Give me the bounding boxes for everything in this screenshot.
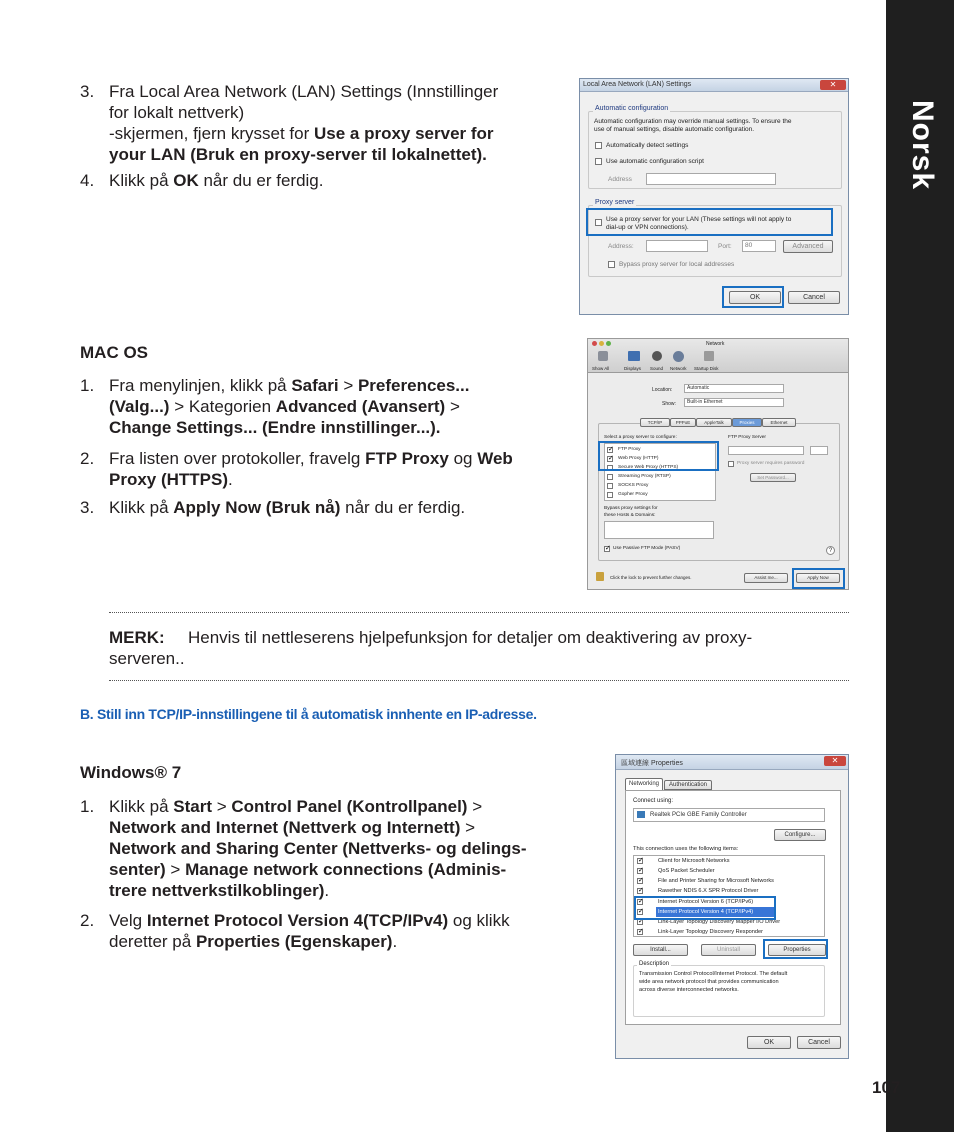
item-checkbox[interactable] [637,878,643,884]
tab-tcpip[interactable]: TCP/IP [640,418,670,427]
mac-step-3: Klikk på Apply Now (Bruk nå) når du er ferdig. [109,498,466,517]
select-proxy-label: Select a proxy server to configure: [604,435,677,440]
note-text: serveren.. [109,649,185,668]
location-select[interactable]: Automatic [684,384,784,393]
help-icon[interactable]: ? [826,546,835,555]
sound-icon[interactable] [652,351,662,361]
set-password-button[interactable]: Set Password... [750,473,796,482]
ok-button[interactable]: OK [729,291,781,304]
item-checkbox[interactable] [637,868,643,874]
password-checkbox[interactable] [728,461,734,467]
network-icon[interactable] [673,351,684,362]
step-number: 4. [80,171,95,190]
ftp-port-input[interactable] [810,446,828,455]
toolbar-show-all[interactable]: Show All [592,366,610,371]
script-address-input[interactable] [646,173,776,185]
startup-disk-icon[interactable] [704,351,714,361]
displays-icon[interactable] [628,351,640,361]
bypass-checkbox[interactable] [608,261,615,268]
advanced-button[interactable]: Advanced [783,240,833,253]
tab-networking[interactable]: Networking [625,778,663,790]
step-number: 1. [80,797,95,816]
auto-detect-checkbox[interactable] [595,142,602,149]
auto-script-label: Use automatic configuration script [606,158,704,165]
step-number: 3. [80,82,95,101]
item-checkbox[interactable] [637,888,643,894]
uses-items-label: This connection uses the following items: [633,846,739,852]
protocol-checkbox[interactable] [607,483,613,489]
description-text: wide area network protocol that provides communication [639,979,779,985]
toolbar-displays[interactable]: Displays [624,366,642,371]
bypass-label: Bypass proxy server for local addresses [619,261,735,268]
mac-step-1: Fra menylinjen, klikk på Safari > Preferences... (Valg...) > Kategorien Advanced (Avansert) > Change Settings... (Endre innstillinger...). [109,376,470,437]
connect-using-label: Connect using: [633,798,674,804]
mac-heading: MAC OS [80,343,148,362]
item-ipv6[interactable]: Internet Protocol Version 6 (TCP/IPv6) [658,899,754,905]
configure-button[interactable]: Configure... [774,829,826,841]
protocol-secure-web[interactable]: Secure Web Proxy (HTTPS) [618,465,679,470]
divider [109,680,849,681]
cancel-button[interactable]: Cancel [788,291,840,304]
win7-step-1: Klikk på Start > Control Panel (Kontrollpanel) > Network and Internet (Nettverk og Internett) > Network and Sharing Center (Nettverks- og delings- senter) > Manage network connections (Adminis- trere nettverkstilkoblinger). [109,797,527,900]
use-proxy-label: dial-up or VPN connections). [606,224,689,231]
toolbar-network[interactable]: Network [670,366,687,371]
ok-highlight [722,286,784,308]
close-icon[interactable]: ✕ [820,80,846,90]
description-title: Description [639,961,670,967]
auto-config-desc: use of manual settings, disable automatic configuration. [594,126,755,133]
win7-heading: Windows® 7 [80,763,182,782]
close-icon[interactable] [592,341,597,346]
lan-step-4: Klikk på OK når du er ferdig. [109,171,324,190]
lan-settings-dialog [579,78,849,315]
install-button[interactable]: Install... [633,944,688,956]
auto-config-desc: Automatic configuration may override manual settings. To ensure the [594,118,792,125]
step-number: 2. [80,911,95,930]
proxy-address-label: Address: [608,243,634,250]
adapter-field: Realtek PCIe GBE Family Controller [633,808,825,822]
mac-title: Network [706,341,725,347]
use-proxy-highlight [586,208,833,236]
dialog-titlebar: Local Area Network (LAN) Settings ✕ [580,79,848,92]
step-number: 1. [80,376,95,395]
assist-button[interactable]: Assist me... [744,573,788,583]
zoom-icon[interactable] [606,341,611,346]
win7-step-2: Velg Internet Protocol Version 4(TCP/IPv4) og klikk deretter på Properties (Egenskaper). [109,911,510,951]
protocol-gopher[interactable]: Gopher Proxy [618,492,648,497]
protocol-ftp[interactable]: FTP Proxy [618,447,641,452]
use-proxy-label: Use a proxy server for your LAN (These settings will not apply to [606,216,792,223]
step-number: 3. [80,498,95,517]
protocol-web[interactable]: Web Proxy (HTTP) [618,456,659,461]
lan-step-3: Fra Local Area Network (LAN) Settings (Innstillinger for lokalt nettverk) -skjermen, fjern krysset for Use a proxy server for your LAN (Bruk en proxy-server til lokalnettet). [109,82,499,164]
ipv4-highlight [634,896,776,920]
lock-icon[interactable] [596,572,604,581]
toolbar-sound[interactable]: Sound [650,366,664,371]
bypass-input[interactable] [604,521,714,539]
language-tab-label: Norsk [906,99,940,191]
cancel-button[interactable]: Cancel [797,1036,841,1049]
passive-ftp-checkbox[interactable] [604,546,610,552]
item-ipv4[interactable]: Internet Protocol Version 4 (TCP/IPv4) [658,909,754,915]
tab-proxies[interactable]: Proxies [732,418,762,427]
item-qos[interactable]: QoS Packet Scheduler [658,868,715,874]
tab-pppoe[interactable]: PPPoE [670,418,696,427]
note-label: MERK: [109,628,165,647]
divider [109,612,849,613]
auto-config-title: Automatic configuration [595,105,669,112]
ok-button[interactable]: OK [747,1036,791,1049]
properties-button[interactable]: Properties [768,944,826,956]
ftp-server-input[interactable] [728,446,804,455]
page-number: 107 [872,1078,901,1097]
dialog-titlebar: 區域連線 Properties ✕ [616,755,848,770]
port-label: Port: [718,243,732,250]
tab-authentication[interactable]: Authentication [664,780,712,790]
show-all-icon[interactable] [598,351,608,361]
tab-ethernet[interactable]: Ethernet [762,418,796,427]
mac-step-2: Fra listen over protokoller, fravelg FTP Proxy og Web Proxy (HTTPS). [109,449,513,489]
close-icon[interactable]: ✕ [824,756,846,766]
item-checkbox[interactable] [637,929,643,935]
item-file-printer[interactable]: File and Printer Sharing for Microsoft Networks [658,878,774,884]
adapter-icon [637,811,645,818]
protocol-streaming[interactable]: Streaming Proxy (RTSP) [618,474,671,479]
item-lltd-mapper[interactable]: Link-Layer Topology Discovery Mapper I/O Driver [658,919,781,925]
passive-ftp-label: Use Passive FTP Mode (PASV) [613,546,681,551]
bypass-label: these Hosts & Domains: [604,513,656,518]
proxy-address-input[interactable] [646,240,708,252]
description-text: across diverse interconnected networks. [639,987,739,993]
uninstall-button[interactable]: Uninstall [701,944,756,956]
step-number: 2. [80,449,95,468]
protocol-highlight [598,441,719,471]
item-lltd-responder[interactable]: Link-Layer Topology Discovery Responder [658,929,763,935]
apply-now-button[interactable]: Apply Now [796,573,840,583]
auto-script-checkbox[interactable] [595,158,602,165]
requires-password-label: Proxy server requires password [737,461,805,466]
proxy-title: Proxy server [595,199,635,206]
bypass-label: Bypass proxy settings for [604,506,658,511]
properties-highlight [763,939,828,959]
ftp-server-label: FTP Proxy Server [728,435,767,440]
protocol-checkbox[interactable] [607,474,613,480]
auto-detect-label: Automatically detect settings [606,142,689,149]
address-label: Address [608,176,632,183]
show-select[interactable]: Built-in Ethernet [684,398,784,407]
note-text: Henvis til nettleserens hjelpefunksjon for detaljer om deaktivering av proxy- [188,628,753,647]
location-label: Location: [652,387,673,393]
item-rawether[interactable]: Rawether NDIS 6.X SPR Protocol Driver [658,888,759,894]
minimize-icon[interactable] [599,341,604,346]
item-checkbox[interactable] [637,858,643,864]
protocol-socks[interactable]: SOCKS Proxy [618,483,649,488]
tab-appletalk[interactable]: AppleTalk [696,418,732,427]
port-input[interactable]: 80 [742,240,776,252]
section-b-heading: B. Still inn TCP/IP-innstillingene til å automatisk innhente en IP-adresse. [80,706,537,722]
apply-highlight [792,568,845,589]
protocol-checkbox[interactable] [607,492,613,498]
lock-text: Click the lock to prevent further changes. [610,575,692,580]
item-client-ms[interactable]: Client for Microsoft Networks [658,858,730,864]
description-text: Transmission Control Protocol/Internet Protocol. The default [639,971,788,977]
show-label: Show: [662,401,676,407]
toolbar-startup-disk[interactable]: Startup Disk [694,366,719,371]
